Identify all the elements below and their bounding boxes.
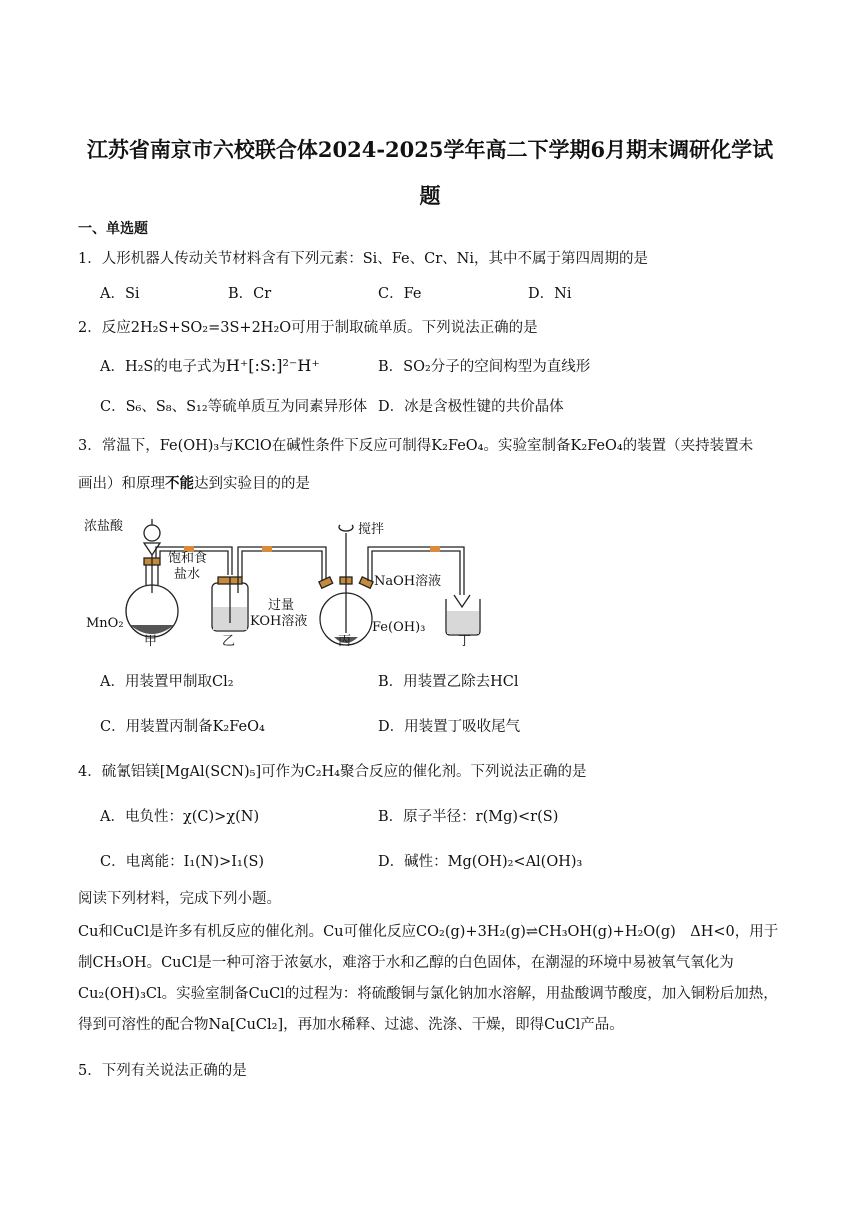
q3-option-b: B．用装置乙除去HCl (378, 674, 519, 690)
label-sat-salt-1: 饱和食 (168, 551, 208, 566)
section-heading: 一、单选题 (78, 221, 148, 237)
label-conc-hcl: 浓盐酸 (84, 519, 124, 534)
q3-stem-emphasis: 不能 (165, 475, 194, 492)
q2-option-d: D．冰是含极性键的共价晶体 (378, 399, 564, 415)
q4-option-a: A．电负性：χ(C)>χ(N) (100, 809, 260, 825)
q3-option-c: C．用装置丙制备K₂FeO₄ (100, 719, 265, 735)
q4-stem: 4．硫氰铝镁[MgAl(SCN)₅]可作为C₂H₄聚合反应的催化剂。下列说法正确的是 (78, 764, 587, 780)
beaker-ding (446, 595, 480, 635)
flask-bing (319, 525, 373, 645)
label-stir: 搅拌 (358, 522, 385, 537)
reading-passage: Cu和CuCl是许多有机反应的催化剂。Cu可催化反应CO₂(g)+3H₂(g)⇌CH₃OH(g)+H₂O(g) ΔH<0，用于制CH₃OH。CuCl是一种可溶于浓氨水，难溶于水和乙醇的白色固体，在潮湿的环境中易被氧气氧化为Cu₂(OH)₃Cl。实验室制备CuCl的过程为：将硫酸铜与氯化钠加水溶解，用盐酸调节酸度，加入铜粉后加热，得到可溶性的配合物Na[CuCl₂]，再加水稀释、过滤、洗涤、干燥，即得CuCl产品。 (78, 924, 779, 1033)
label-naoh: NaOH溶液 (374, 574, 442, 589)
apparatus-diagram (84, 503, 484, 653)
q3-stem-line2 (78, 472, 310, 493)
q3-stem-text-a: 画出）和原理 (78, 476, 165, 492)
label-bing: 丙 (338, 634, 352, 649)
label-jia: 甲 (144, 634, 158, 649)
label-excess: 过量 (268, 598, 295, 613)
page-title-cont: 题 (419, 183, 441, 208)
q1-option-c: C．Fe (378, 286, 422, 302)
label-ding: 丁 (458, 634, 472, 649)
q4-option-d: D．碱性：Mg(OH)₂<Al(OH)₃ (378, 854, 583, 870)
connecting-tube-2 (238, 546, 326, 581)
label-sat-salt-2: 盐水 (174, 567, 201, 582)
q1-option-b: B．Cr (228, 286, 272, 302)
page-title: 江苏省南京市六校联合体2024-2025学年高二下学期6月期末调研化学试 (86, 137, 774, 162)
label-feoh3: Fe(OH)₃ (372, 620, 426, 635)
q2-option-a (100, 355, 320, 376)
label-mno2: MnO₂ (86, 616, 124, 631)
flask-jia (126, 519, 178, 637)
reading-intro: 阅读下列材料，完成下列小题。 (78, 891, 281, 907)
q1-option-a: A．Si (100, 286, 140, 302)
q2-option-c: C．S₆、S₈、S₁₂等硫单质互为同素异形体 (100, 399, 368, 415)
bottle-yi (212, 577, 248, 631)
q1-stem: 1．人形机器人传动关节材料含有下列元素：Si、Fe、Cr、Ni，其中不属于第四周期的是 (78, 251, 648, 267)
q4-option-c: C．电离能：I₁(N)>I₁(S) (100, 854, 265, 870)
q2-option-a-text: A．H₂S的电子式为 (100, 359, 226, 375)
q3-option-a: A．用装置甲制取Cl₂ (100, 674, 234, 690)
q2-option-b: B．SO₂分子的空间构型为直线形 (378, 359, 591, 375)
q2-stem: 2．反应2H₂S+SO₂=3S+2H₂O可用于制取硫单质。下列说法正确的是 (78, 320, 538, 336)
q1-option-d: D．Ni (528, 286, 572, 302)
q3-stem-line1: 3．常温下，Fe(OH)₃与KClO在碱性条件下反应可制得K₂FeO₄。实验室制备K₂FeO₄的装置（夹持装置未 (78, 438, 754, 454)
q5-stem: 5．下列有关说法正确的是 (78, 1063, 247, 1079)
label-koh: KOH溶液 (250, 614, 308, 629)
label-yi: 乙 (222, 634, 236, 649)
q3-stem-text-b: 达到实验目的的是 (194, 476, 310, 492)
q4-option-b: B．原子半径：r(Mg)<r(S) (378, 809, 559, 825)
q3-option-d: D．用装置丁吸收尾气 (378, 719, 521, 735)
electron-formula: H⁺[:S:]²⁻H⁺ (225, 356, 320, 375)
